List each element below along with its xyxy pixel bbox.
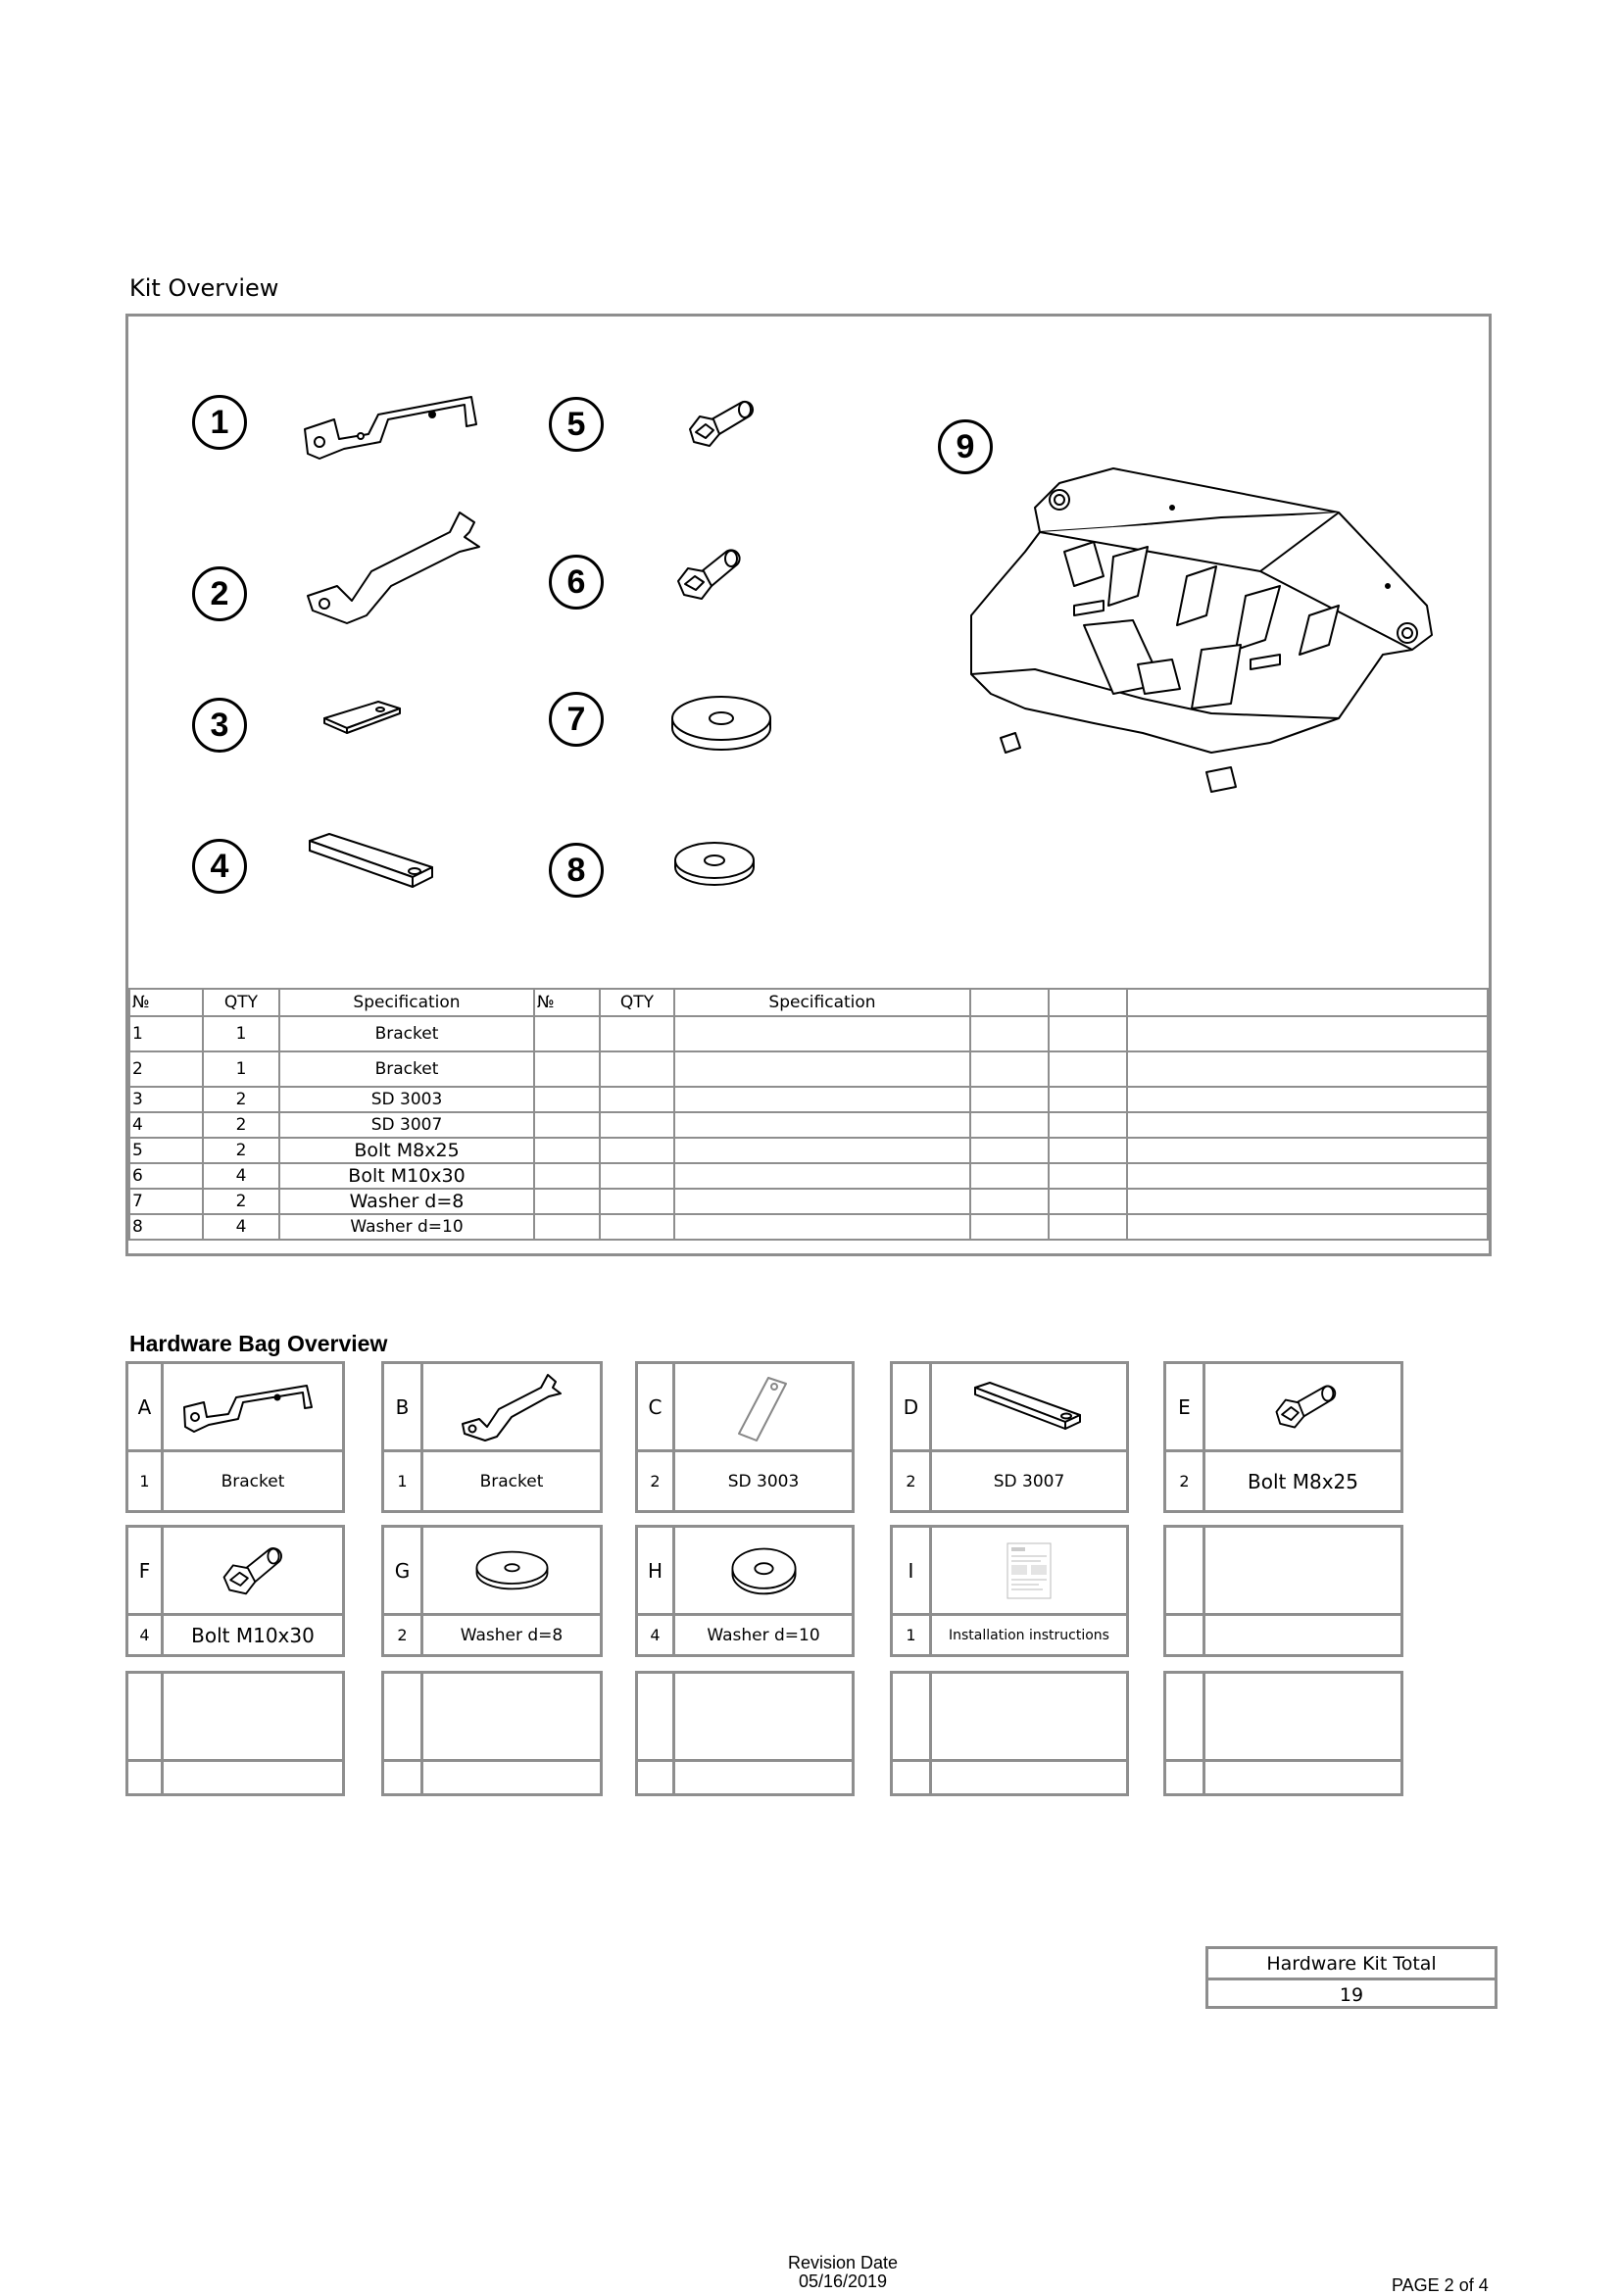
bag-item-name: Washer d=10 <box>707 1625 820 1645</box>
bolt-icon <box>1269 1378 1338 1437</box>
header-blank-1 <box>970 989 1049 1016</box>
skid-plate-9-icon <box>966 459 1466 831</box>
callout-2: 2 <box>192 566 247 621</box>
callout-9: 9 <box>938 419 993 474</box>
row-qty: 1 <box>203 1016 279 1051</box>
header-qty: QTY <box>203 989 279 1016</box>
bag-item-name: SD 3003 <box>727 1471 800 1491</box>
bag-item-letter: D <box>893 1364 932 1452</box>
header-no: № <box>129 989 203 1016</box>
row-qty: 2 <box>203 1112 279 1138</box>
bolt-m8x25-icon <box>682 395 756 454</box>
header-spec: Specification <box>279 989 534 1016</box>
callout-5: 5 <box>549 397 604 452</box>
row-no: 2 <box>129 1051 203 1087</box>
hardware-kit-total <box>1205 1946 1497 2009</box>
bag-item-d <box>890 1361 1129 1513</box>
table-row <box>129 1214 1488 1240</box>
table-row <box>129 1087 1488 1112</box>
kit-spec-table <box>128 988 1489 1241</box>
row-spec: Bracket <box>279 1016 534 1051</box>
bag-item-letter: I <box>893 1528 932 1616</box>
revision-label: Revision Date <box>787 2253 899 2272</box>
spacer-sd3003-icon <box>319 694 408 743</box>
washer-icon <box>470 1548 554 1592</box>
bag-item-name: Installation instructions <box>949 1627 1109 1643</box>
bracket-2-icon <box>303 508 489 625</box>
table-row <box>129 1112 1488 1138</box>
hardware-bag-title: Hardware Bag Overview <box>129 1331 388 1356</box>
row-qty: 2 <box>203 1189 279 1214</box>
washer-d10-icon <box>670 836 759 895</box>
total-value: 19 <box>1339 1983 1364 2006</box>
header-no-2: № <box>534 989 600 1016</box>
bag-item-empty <box>635 1671 855 1796</box>
table-row <box>129 1163 1488 1189</box>
spacer-sd3007-icon <box>305 826 442 904</box>
bolt-m10x30-icon <box>672 542 746 606</box>
row-no: 8 <box>129 1214 203 1240</box>
bag-item-e <box>1163 1361 1403 1513</box>
bag-item-empty <box>1163 1525 1403 1657</box>
row-qty: 4 <box>203 1163 279 1189</box>
spacer-small-icon <box>729 1370 798 1443</box>
bag-item-name: Bracket <box>221 1471 285 1491</box>
kit-overview-title: Kit Overview <box>129 274 279 302</box>
header-spec-2: Specification <box>674 989 970 1016</box>
bracket-1-icon <box>300 385 496 473</box>
row-spec: Bolt M10x30 <box>279 1163 534 1189</box>
row-spec: Bolt M8x25 <box>279 1138 534 1163</box>
callout-3: 3 <box>192 698 247 753</box>
bag-item-name: Bolt M10x30 <box>191 1623 315 1647</box>
bag-item-letter: G <box>384 1528 423 1616</box>
bag-item-empty <box>381 1671 603 1796</box>
bag-item-qty: 2 <box>1166 1452 1205 1510</box>
revision-date-block <box>745 2254 941 2291</box>
spacer-large-icon <box>970 1378 1088 1437</box>
bag-item-h <box>635 1525 855 1657</box>
row-spec: SD 3003 <box>279 1087 534 1112</box>
bag-item-name: Bracket <box>479 1471 544 1491</box>
bag-item-qty: 4 <box>638 1616 675 1654</box>
bolt-icon <box>219 1539 287 1602</box>
bag-item-qty: 1 <box>128 1452 164 1510</box>
document-icon <box>1006 1541 1053 1600</box>
bracket-b-icon <box>458 1370 565 1443</box>
header-blank-2 <box>1049 989 1127 1016</box>
table-header-row <box>129 989 1488 1016</box>
callout-8: 8 <box>549 843 604 898</box>
bag-item-c <box>635 1361 855 1513</box>
row-qty: 4 <box>203 1214 279 1240</box>
header-qty-2: QTY <box>600 989 674 1016</box>
bag-item-qty: 2 <box>893 1452 932 1510</box>
bag-item-b <box>381 1361 603 1513</box>
bag-item-qty: 2 <box>638 1452 675 1510</box>
bag-item-qty: 2 <box>384 1616 423 1654</box>
callout-6: 6 <box>549 555 604 610</box>
bag-item-g <box>381 1525 603 1657</box>
row-spec: Washer d=10 <box>279 1214 534 1240</box>
bag-item-letter: H <box>638 1528 675 1616</box>
row-no: 5 <box>129 1138 203 1163</box>
row-no: 6 <box>129 1163 203 1189</box>
header-blank-3 <box>1127 989 1488 1016</box>
callout-4: 4 <box>192 839 247 894</box>
bag-item-name: Bolt M8x25 <box>1248 1469 1358 1493</box>
bag-item-a <box>125 1361 345 1513</box>
kit-overview-panel <box>125 314 1492 1256</box>
total-label: Hardware Kit Total <box>1208 1949 1495 1980</box>
callout-7: 7 <box>549 692 604 747</box>
row-qty: 1 <box>203 1051 279 1087</box>
washer-d8-icon <box>667 689 775 757</box>
bag-item-empty <box>1163 1671 1403 1796</box>
bag-item-name: Washer d=8 <box>460 1625 564 1645</box>
bag-item-letter: F <box>128 1528 164 1616</box>
bag-item-empty <box>125 1671 345 1796</box>
washer-icon <box>727 1543 801 1597</box>
table-row <box>129 1051 1488 1087</box>
bag-item-letter: B <box>384 1364 423 1452</box>
revision-date: 05/16/2019 <box>798 2272 888 2291</box>
bag-item-qty: 1 <box>384 1452 423 1510</box>
page-number: PAGE 2 of 4 <box>1392 2275 1489 2295</box>
bag-item-letter: A <box>128 1364 164 1452</box>
row-no: 3 <box>129 1087 203 1112</box>
bag-item-empty <box>890 1671 1129 1796</box>
row-spec: SD 3007 <box>279 1112 534 1138</box>
bag-item-qty: 1 <box>893 1616 932 1654</box>
bag-item-letter: C <box>638 1364 675 1452</box>
bag-item-letter: E <box>1166 1364 1205 1452</box>
table-row <box>129 1138 1488 1163</box>
row-no: 7 <box>129 1189 203 1214</box>
row-spec: Washer d=8 <box>279 1189 534 1214</box>
bracket-a-icon <box>179 1378 326 1437</box>
bag-item-i <box>890 1525 1129 1657</box>
bag-item-f <box>125 1525 345 1657</box>
table-row <box>129 1016 1488 1051</box>
bag-item-name: SD 3007 <box>993 1471 1065 1491</box>
callout-1: 1 <box>192 395 247 450</box>
bag-item-qty: 4 <box>128 1616 164 1654</box>
row-no: 1 <box>129 1016 203 1051</box>
table-row <box>129 1189 1488 1214</box>
row-qty: 2 <box>203 1087 279 1112</box>
row-no: 4 <box>129 1112 203 1138</box>
row-spec: Bracket <box>279 1051 534 1087</box>
row-qty: 2 <box>203 1138 279 1163</box>
